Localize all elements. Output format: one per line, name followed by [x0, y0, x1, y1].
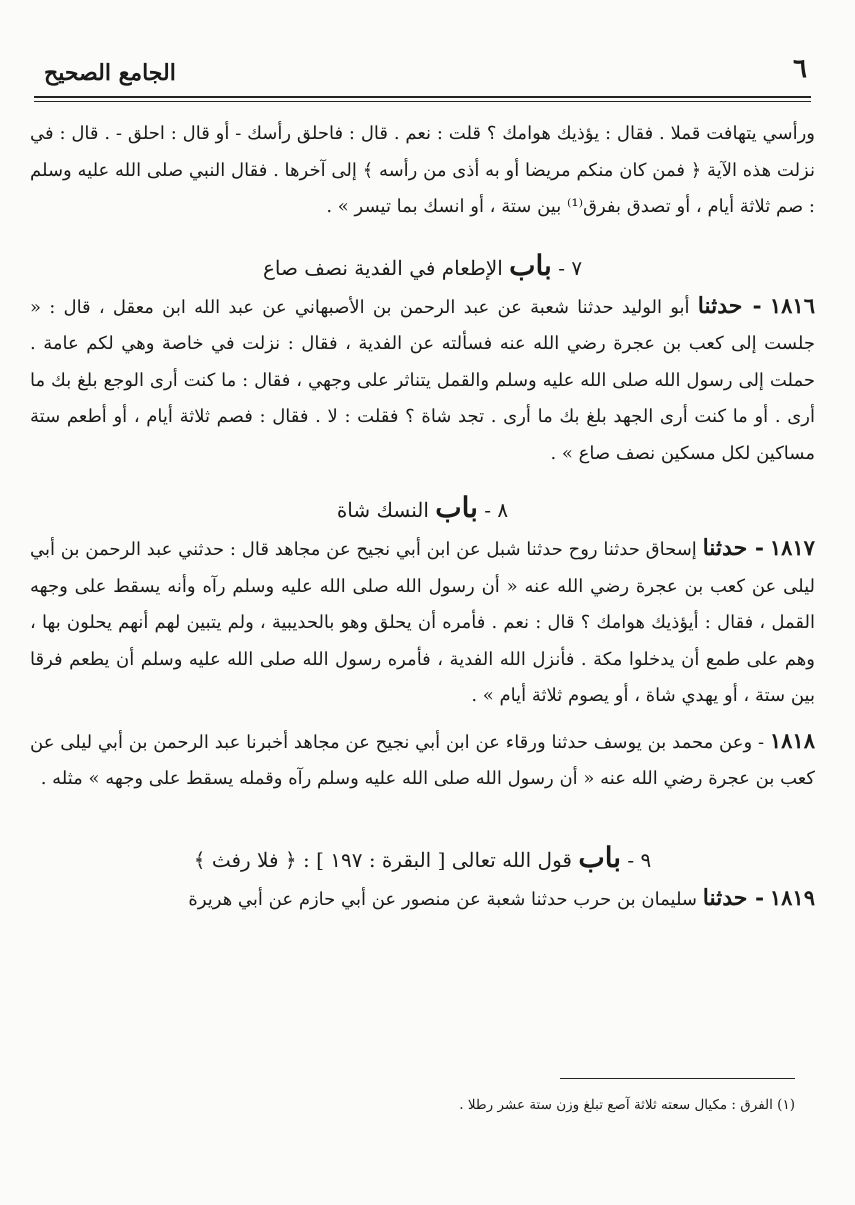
hadith-number: ١٨١٩	[769, 884, 815, 910]
chapter-number: ٧ -	[558, 255, 583, 280]
page-body	[30, 116, 815, 918]
page-number: ٦	[793, 54, 807, 84]
bab-label: باب	[435, 491, 478, 524]
chapter-heading-8	[30, 488, 815, 530]
hadith-number: ١٨١٨	[769, 727, 815, 753]
header-rule	[34, 96, 811, 102]
haddathana-label: - حدثنا	[702, 884, 765, 911]
hadith-text: أبو الوليد حدثنا شعبة عن عبد الرحمن بن الأصبهاني عن عبد الله ابن معقل ، قال : « جلست إلى كعب بن عجرة رضي الله عنه فسألته عن الفدية ، فقال : نزلت في خاصة وهي لكم عامة . حملت إلى رسول الله صلى الله عليه وسلم والقمل يتناثر على وجهي ، فقال : ما كنت أرى الوجع بلغ بك ما أرى . أو ما كنت أرى الجهد بلغ بك ما أرى . تجد شاة ؟ فقلت : لا . فقال : فصم ثلاثة أيام ، أو أطعم ستة مساكين لكل مسكين نصف صاع » .	[30, 296, 815, 464]
hadith-1819	[30, 880, 815, 919]
book-title: الجامع الصحيح	[44, 60, 176, 86]
chapter-heading-7	[30, 246, 815, 288]
hadith-1816	[30, 288, 815, 473]
haddathana-label: - حدثنا	[697, 292, 762, 319]
hadith-1818	[30, 723, 815, 798]
hadith-text: إسحاق حدثنا روح حدثنا شبل عن ابن أبي نجيح عن مجاهد قال : حدثني عبد الرحمن بن أبي ليلى عن كعب بن عجرة رضي الله عنه « أن رسول الله صلى الله عليه وسلم رآه وأنه يسقط على وجهه القمل ، فقال : أيؤذيك هوامك ؟ قال : نعم . فأمره أن يحلق وهو بالحديبية ، ولم يتبين لهم أنهم يحلون بها ، وهم على طمع أن يدخلوا مكة . فأنزل الله الفدية ، فأمره رسول الله صلى الله عليه وسلم أن يطعم فرقا بين ستة ، أو يهدي شاة ، أو يصوم ثلاثة أيام » .	[30, 539, 815, 706]
chapter-title: الإطعام في الفدية نصف صاع	[262, 255, 503, 280]
hadith-text: سليمان بن حرب حدثنا شعبة عن منصور عن أبي حازم عن أبي هريرة	[188, 888, 697, 910]
bab-label: باب	[509, 248, 552, 282]
footnote-rule	[560, 1078, 795, 1079]
running-header	[34, 50, 811, 94]
hadith-continuation: ورأسي يتهافت قملا . فقال : يؤذيك هوامك ؟ قلت : نعم . قال : فاحلق رأسك - أو قال : احلق - . قال : في نزلت هذه الآية ﴿ فمن كان منكم مريضا أو به أذى من رأسه ﴾ إلى آخرها . فقال النبي صلى الله عليه وسلم : صم ثلاثة أيام ، أو تصدق بفرق⁽¹⁾ بين ستة ، أو انسك بما تيسر » .	[30, 123, 815, 217]
hadith-text: - وعن محمد بن يوسف حدثنا ورقاء عن ابن أبي نجيح عن مجاهد أخبرنا عبد الرحمن بن أبي ليلى عن كعب بن عجرة رضي الله عنه « أن رسول الله صلى الله عليه وسلم رآه وقمله يسقط على وجهه » مثله .	[30, 731, 815, 789]
chapter-number: ٨ -	[484, 498, 509, 522]
chapter-number: ٩ -	[627, 847, 652, 872]
hadith-1817	[30, 530, 815, 715]
hadith-number: ١٨١٦	[769, 292, 815, 318]
chapter-title: قول الله تعالى [ البقرة : ١٩٧ ] : ﴿ فلا رفث ﴾	[193, 847, 572, 872]
footnote: (١) الفرق : مكيال سعته ثلاثة آصع تبلغ وزن ستة عشر رطلا .	[459, 1097, 795, 1113]
chapter-title: النسك شاة	[336, 498, 429, 522]
haddathana-label: - حدثنا	[702, 535, 765, 561]
chapter-heading-9	[30, 838, 815, 880]
bab-label: باب	[578, 840, 622, 874]
hadith-number: ١٨١٧	[769, 535, 815, 560]
